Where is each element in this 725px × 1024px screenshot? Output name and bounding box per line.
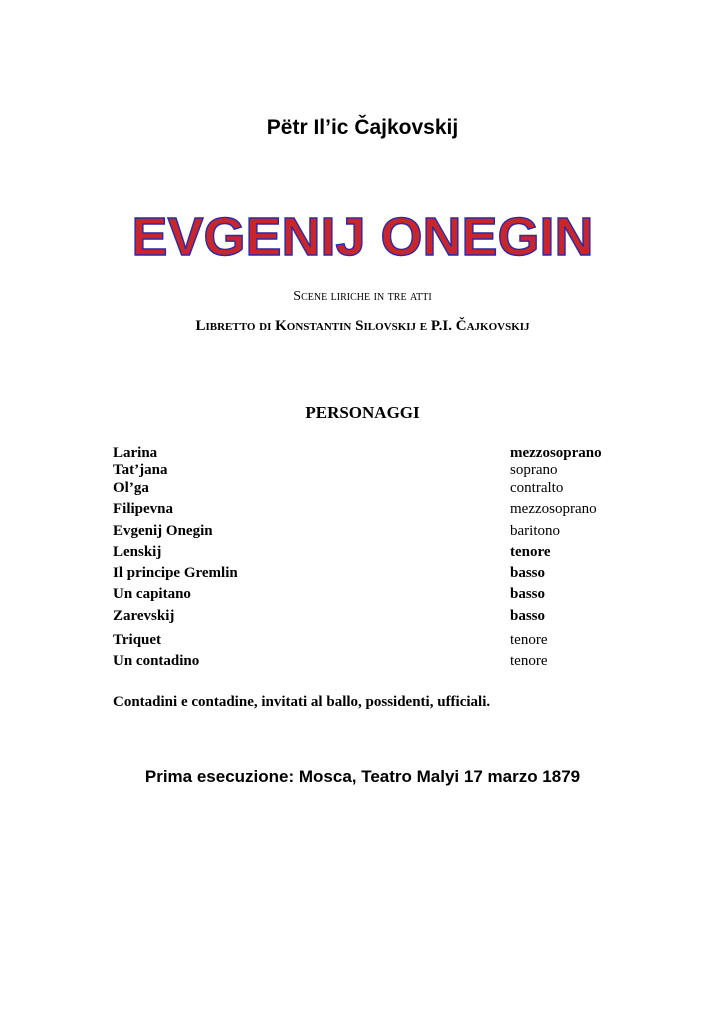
- opera-title: EVGENIJ ONEGIN: [131, 207, 594, 267]
- cast-role: Ol’ga: [113, 480, 149, 496]
- cast-voice: mezzosoprano: [510, 445, 602, 461]
- cast-voice: tenore: [510, 653, 548, 669]
- cast-role: Un capitano: [113, 586, 191, 602]
- opera-subtitle: Scene liriche in tre atti: [293, 289, 432, 304]
- cast-role: Triquet: [113, 632, 162, 648]
- cast-role: Zarevskij: [113, 608, 175, 624]
- cast-voice: soprano: [510, 462, 558, 478]
- cast-role: Evgenij Onegin: [113, 523, 213, 539]
- cast-voice: basso: [510, 586, 546, 602]
- cast-voice: baritono: [510, 523, 560, 539]
- cast-role: Lenskij: [113, 544, 162, 560]
- cast-voice: tenore: [510, 544, 551, 560]
- cast-voice: contralto: [510, 480, 564, 496]
- cast-voice: tenore: [510, 632, 548, 648]
- cast-role: Tat’jana: [113, 462, 168, 478]
- cast-voice: basso: [510, 565, 546, 581]
- composer-name: Pëtr Il’ic Čajkovskij: [266, 116, 459, 139]
- chorus-note: Contadini e contadine, invitati al ballo, possidenti, ufficiali.: [113, 694, 491, 710]
- cast-heading: PERSONAGGI: [305, 403, 420, 422]
- premiere-info: Prima esecuzione: Mosca, Teatro Malyi 17 marzo 1879: [144, 767, 581, 786]
- cast-role: Larina: [113, 445, 158, 461]
- libretto-credit: Libretto di Konstantin Silovskij e P.I. Čajkovskij: [195, 318, 530, 334]
- cast-voice: mezzosoprano: [510, 501, 597, 517]
- cast-voice: basso: [510, 608, 546, 624]
- cast-role: Il principe Gremlin: [113, 565, 238, 581]
- cast-role: Filipevna: [113, 501, 174, 517]
- cast-role: Un contadino: [113, 653, 200, 669]
